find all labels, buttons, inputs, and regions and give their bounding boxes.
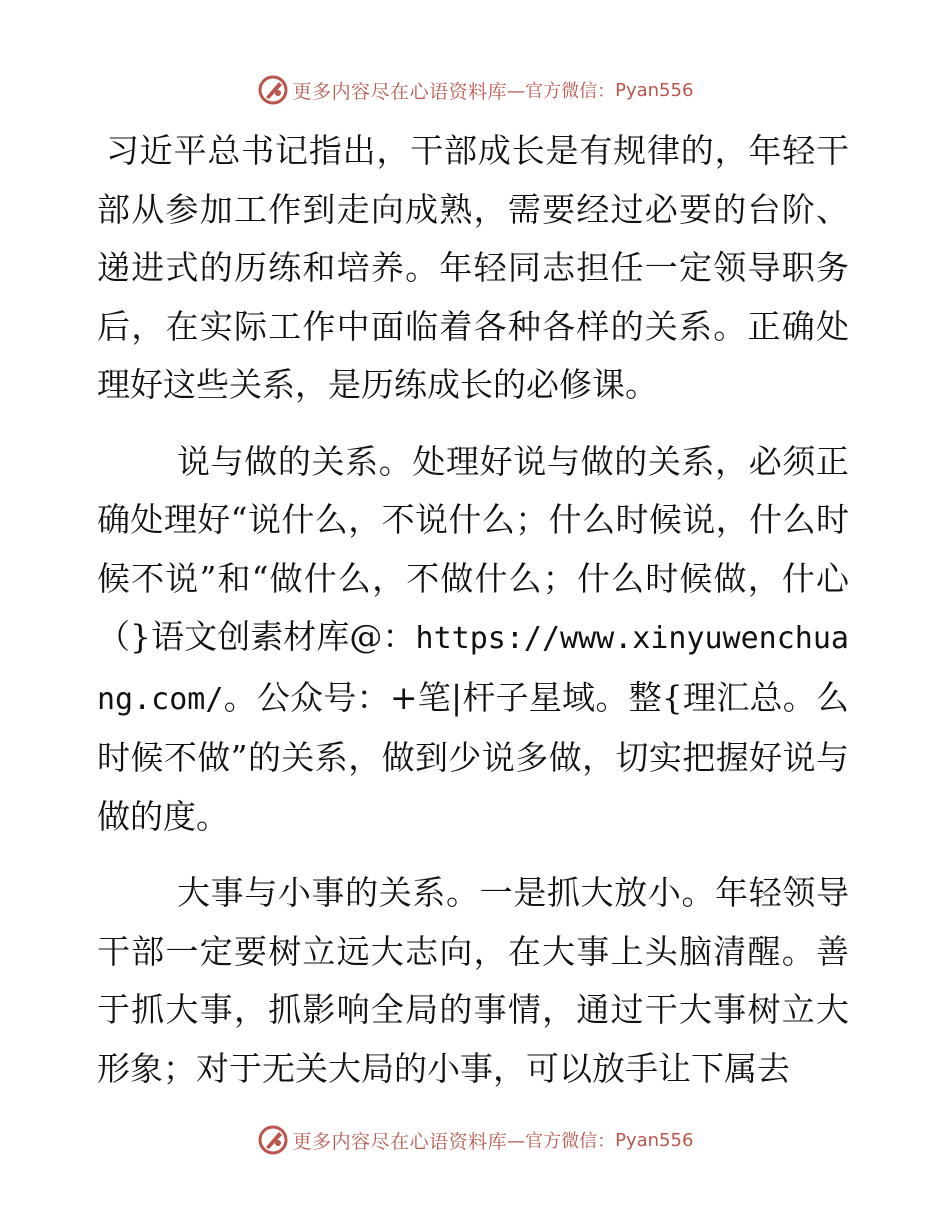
quill-logo-icon [257,74,289,106]
footer-brand: 更多内容尽在心语资料库 [292,1130,508,1153]
source-url: https://www.xinyuwenchuang.com/ [97,621,849,717]
footer-watermark [0,1120,950,1160]
paragraph-1: 习近平总书记指出，干部成长是有规律的，年轻干部从参加工作到走向成熟，需要经过必要的台阶、递进式的历练和培养。年轻同志担任一定领导职务后，在实际工作中面临着各种各样的关系。正确处理好这些关系，是历练成长的必修课。 [97,131,849,404]
footer-wechat-id: Pyan556 [615,1129,694,1151]
document-body [97,122,849,1116]
header-wechat-label: —官方微信： [507,81,616,102]
header-watermark [0,70,950,110]
header-brand: 更多内容尽在心语资料库 [292,80,508,103]
paragraph-2-part-a: 说与做的关系。处理好说与做的关系，必须正确处理好“说什么，不说什么；什么时候说，什么时候不说”和“做什么，不做什么；什么时候做，什心（}语文创素材库@： [97,441,849,656]
footer-wechat-label: —官方微信： [507,1131,616,1152]
paragraph-3: 大事与小事的关系。一是抓大放小。年轻领导干部一定要树立远大志向，在大事上头脑清醒。善于抓大事，抓影响全局的事情，通过干大事树立大形象；对于无关大局的小事，可以放手让下属去 [97,873,849,1088]
paragraph-2-part-b: 。公众号：+笔|杆子星域。整{理汇总。么时候不做”的关系，做到少说多做，切实把握好说与做的度。 [97,677,849,836]
quill-logo-icon [257,1124,289,1156]
header-wechat-id: Pyan556 [615,79,694,101]
paragraph-2 [97,433,849,847]
